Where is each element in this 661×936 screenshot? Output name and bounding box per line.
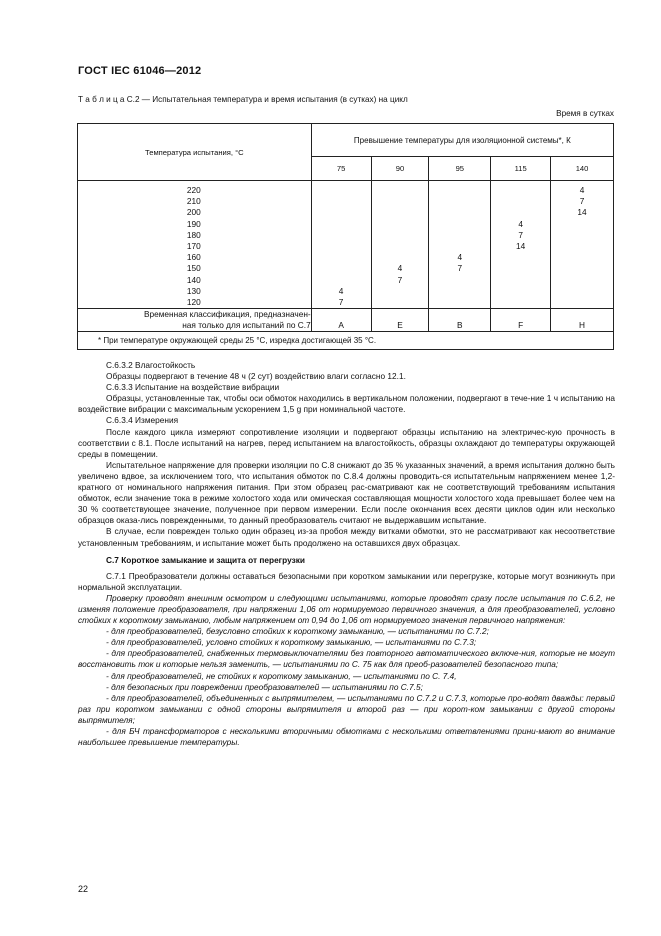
test-days-value <box>312 207 371 218</box>
test-days-value: 4 <box>397 263 403 274</box>
temperature-value: 210 <box>186 196 201 207</box>
list-item: - для преобразователей, объединенных с выпрямителем, — испытаниями по С.7.2 и С.7.3, которые про-водят дважды: первый раз при коротком замыкании с одной стороны выпрямителя и второй раз — при корот-ком замыкании с другой стороны выпрямителя; <box>78 692 615 725</box>
test-days-value <box>491 263 550 274</box>
col-header: 75 <box>311 157 371 181</box>
paragraph: После каждого цикла измеряют сопротивление изоляции и подвергают образцы испытанию на электричес-кую прочность в соответствии с 8.1. После испытаний на нагрев, перед испытанием на влагостойкость, образцы охлаждают до температуры окружающей среды в помещении. <box>78 426 615 459</box>
class-value: F <box>491 309 551 332</box>
body-text <box>78 360 615 748</box>
test-days-value: 7 <box>579 196 585 207</box>
class-value: B <box>429 309 491 332</box>
test-table <box>77 123 614 350</box>
test-days-value: 14 <box>577 207 587 218</box>
paragraph: Образцы подвергают в течение 48 ч (2 сут) воздействию влаги согласно 12.1. <box>106 371 406 382</box>
table-row <box>78 181 614 309</box>
temperature-value: 160 <box>186 252 201 263</box>
col-header: 115 <box>491 157 551 181</box>
temperature-value: 140 <box>186 274 201 285</box>
paragraph: Испытательное напряжение для проверки изоляции по С.8 снижают до 35 % указанных значений, а время испытания должно быть увеличено вдвое, за исключением того, что испытания обмоток по С.8.4 должны проводить-ся испытательным напряжением менее 1,2-кратного от номинального напряжения питания. При этом образец рас-сматривают как не соответствующий требованиям испытания обмоток, если значение тока в режиме холостого хода или омическая составляющая мощности холостого хода превышает более чем на 30 % соответствующее значение, полученное при первом измерении. Если после окончания всех десяти циклов один или несколько образцов оказа-лись поврежденными, то данный преобразователь считают не выдержавшим испытание. <box>78 459 615 526</box>
class-row <box>78 309 614 332</box>
list-item: - для преобразователей, не стойких к короткому замыканию, — испытаниями по С. 7.4, <box>106 670 457 681</box>
temp-column-header: Температура испытания, °С <box>78 124 312 181</box>
temperature-value: 190 <box>186 218 201 229</box>
test-days-value <box>429 297 490 308</box>
test-days-value <box>372 230 429 241</box>
list-item: - для БЧ трансформаторов с несколькими вторичными обмотками с несколькими ответвлениями прини-мают во внимание наибольшее превышение температуры. <box>78 726 615 748</box>
values-col-115 <box>491 181 551 309</box>
test-days-value <box>551 263 613 274</box>
table-footnote: * При температуре окружающей среды 25 °С, изредка достигающей 35 °С. <box>78 332 614 350</box>
test-days-value <box>372 185 429 196</box>
test-days-value <box>491 275 550 286</box>
test-days-value <box>312 219 371 230</box>
col-header: 95 <box>429 157 491 181</box>
test-days-value <box>312 241 371 252</box>
table-caption: Т а б л и ц а С.2 — Испытательная температура и время испытания (в сутках) на цикл <box>78 95 408 104</box>
temperature-list <box>78 181 312 309</box>
test-days-value: 14 <box>516 240 526 251</box>
test-days-value <box>551 275 613 286</box>
class-label <box>78 309 312 332</box>
temperature-value: 130 <box>186 285 201 296</box>
test-days-value: 4 <box>518 218 523 229</box>
test-days-value: 4 <box>457 252 463 263</box>
test-days-value <box>429 275 490 286</box>
paragraph: С.7.1 Преобразователи должны оставаться безопасными при коротком замыкании или перегрузке, которые могут возникнуть при нормальной эксплуатации. <box>78 570 615 592</box>
subsection-heading: С.6.3.3 Испытание на воздействие вибрации <box>106 382 280 393</box>
temperature-value: 170 <box>186 240 201 251</box>
standard-header: ГОСТ IEC 61046—2012 <box>78 65 202 77</box>
test-days-value <box>491 252 550 263</box>
test-days-value <box>372 297 429 308</box>
test-days-value: 7 <box>457 263 463 274</box>
test-days-value <box>429 241 490 252</box>
values-col-90 <box>371 181 429 309</box>
class-value: E <box>371 309 429 332</box>
list-item: - для преобразователей, снабженных термовыключателями без повторного автоматического включе-ния, которые не могут восстановить ток и которые нельзя заменить, — испытаниями по С. 75 как для преоб-разователей безопасного типа; <box>78 648 615 670</box>
test-days-value <box>551 286 613 297</box>
class-label-line: Временная классификация, предназначен- <box>143 309 311 320</box>
test-days-value <box>312 196 371 207</box>
temperature-value: 120 <box>186 296 201 307</box>
test-days-value <box>372 252 429 263</box>
test-days-value <box>312 252 371 263</box>
test-days-value <box>491 286 550 297</box>
temperature-value: 180 <box>186 229 201 240</box>
test-days-value <box>491 207 550 218</box>
test-days-value <box>429 207 490 218</box>
test-days-value <box>312 185 371 196</box>
temperature-value: 220 <box>186 185 201 195</box>
list-item: - для безопасных при повреждении преобразователей — испытаниями по С.7.5; <box>106 681 423 692</box>
test-days-value <box>491 297 550 308</box>
test-days-value <box>372 207 429 218</box>
list-item: - для преобразователей, безусловно стойких к короткому замыканию, — испытаниями по С.7.2; <box>106 626 489 637</box>
test-days-value <box>429 286 490 297</box>
test-days-value <box>551 252 613 263</box>
test-days-value <box>372 196 429 207</box>
test-days-value <box>491 185 550 196</box>
test-days-value <box>551 230 613 241</box>
temperature-value: 200 <box>186 207 201 218</box>
values-col-75 <box>311 181 371 309</box>
test-days-value <box>372 219 429 230</box>
test-days-value <box>551 241 613 252</box>
values-col-95 <box>429 181 491 309</box>
temperature-value: 150 <box>186 263 201 274</box>
paragraph: Проверку проводят внешним осмотром и следующими испытаниями, которые проводят сразу после испытания по С.6.2, не изменяя положение преобразователя, при напряжении 1,06 от нормируемого первичного значения, а для преобразователей, условно стойких к короткому замыканию, любым напряжением от 0,94 до 1,06 от нормируемого значения первичного напряжения: <box>78 592 615 626</box>
test-days-value <box>312 230 371 241</box>
test-days-value <box>551 297 613 308</box>
test-days-value: 7 <box>518 229 523 240</box>
section-heading: С.7 Короткое замыкание и защита от перегрузки <box>106 554 305 565</box>
class-value: A <box>311 309 371 332</box>
test-days-value: 4 <box>579 185 585 195</box>
col-header: 90 <box>371 157 429 181</box>
unit-note: Время в сутках <box>556 109 614 118</box>
list-item: - для преобразователей, условно стойких к короткому замыканию, — испытаниями по С.7.3; <box>106 637 477 648</box>
test-days-value: 7 <box>338 296 344 307</box>
test-days-value <box>372 241 429 252</box>
test-days-value <box>312 275 371 286</box>
page-number: 22 <box>78 884 89 894</box>
subsection-heading: С.6.3.4 Измерения <box>106 415 179 426</box>
test-days-value <box>312 263 371 274</box>
subsection-heading: С.6.3.2 Влагостойкость <box>106 360 196 370</box>
class-value: H <box>551 309 614 332</box>
values-col-140 <box>551 181 614 309</box>
test-days-value: 7 <box>397 274 403 285</box>
paragraph: В случае, если поврежден только один образец из-за пробоя между витками обмотки, это не рассматривают как несоответствие установленным требованиям, и испытание может быть продолжено на оставшихся двух образцах. <box>78 526 615 548</box>
test-days-value <box>429 219 490 230</box>
col-header: 140 <box>551 157 614 181</box>
test-days-value <box>429 230 490 241</box>
test-days-value <box>551 219 613 230</box>
paragraph: Образцы, установленные так, чтобы оси обмоток находились в вертикальном положении, подвергают в тече-ние 1 ч испытанию на воздействие вибрации с максимальным ускорением 1,5 g при номинальной частоте. <box>78 393 615 415</box>
group-header: Превышение температуры для изоляционной системы*, К <box>311 124 613 157</box>
test-days-value <box>491 196 550 207</box>
test-days-value <box>429 185 490 196</box>
test-days-value: 4 <box>338 285 344 296</box>
class-label-line: ная только для испытаний по С.7 <box>182 320 311 331</box>
test-days-value <box>372 286 429 297</box>
test-days-value <box>429 196 490 207</box>
